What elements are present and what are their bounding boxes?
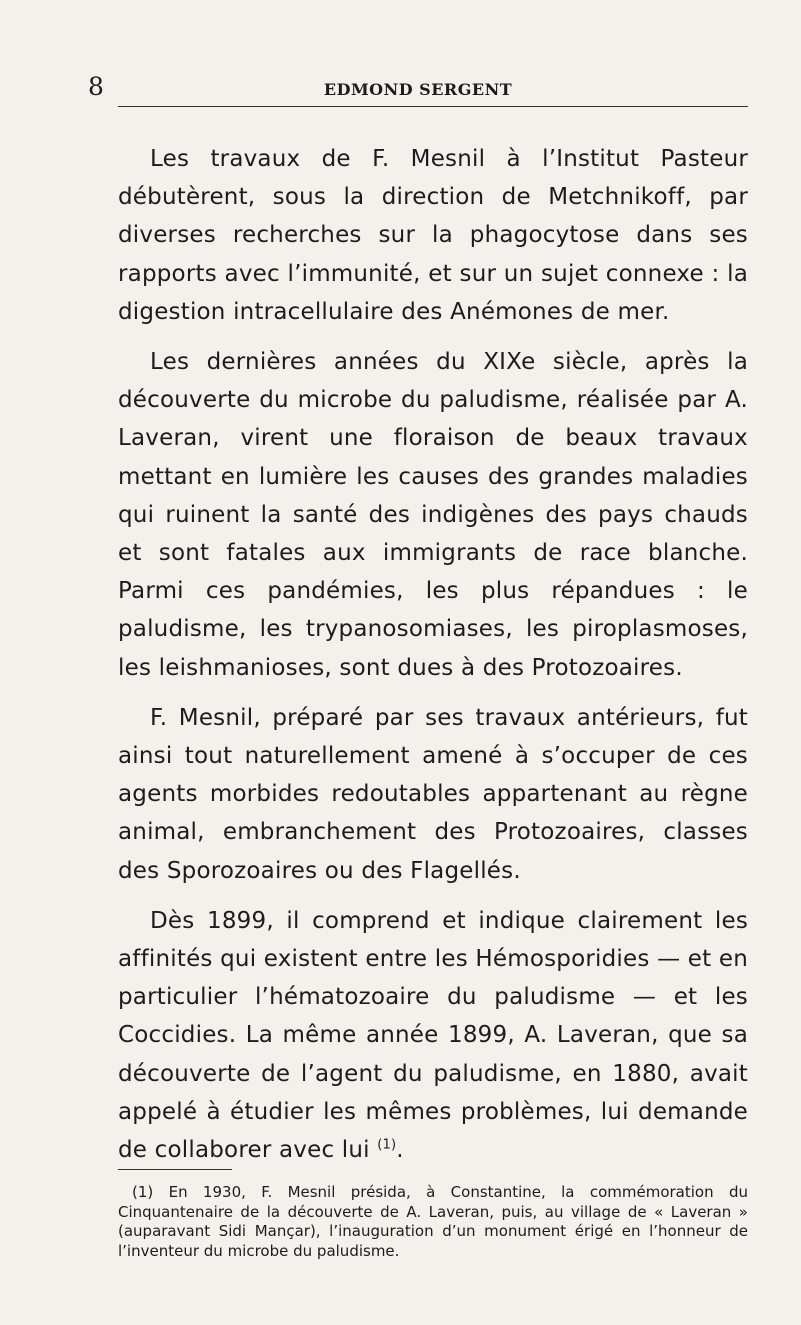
- header-rule: [118, 106, 748, 107]
- paragraph-text: Dès 1899, il comprend et indique clairement les affinités qui existent entre les Hémosporidies — et en particulier l’hématozoaire du paludisme — et les Coccidies. La même année 1899, A. Laveran, que sa découverte de l’agent du paludisme, en 1880, avait appelé à étudier les mêmes problèmes, lui demande de collaborer avec lui: [118, 907, 748, 1164]
- paragraph-end: .: [396, 1137, 404, 1164]
- paragraph: Les travaux de F. Mesnil à l’Institut Pasteur débutèrent, sous la direction de Metchnikoff, par diverses recherches sur la phagocytose dans ses rapports avec l’immunité, et sur un sujet connexe : la digestion intracellulaire des Anémones de mer.: [118, 146, 748, 325]
- page-header: [88, 72, 748, 104]
- paragraph: Les dernières années du XIXe siècle, après la découverte du microbe du paludisme, réalisée par A. Laveran, virent une floraison de beaux travaux mettant en lumière les causes des grandes maladies qui ruinent la santé des indigènes des pays chauds et sont fatales aux immigrants de race blanche. Parmi ces pandémies, les plus répandues : le paludisme, les trypanosomiases, les piroplasmoses, les leishmanioses, sont dues à des Protozoaires.: [118, 349, 748, 681]
- footnote-text: (1) En 1930, F. Mesnil présida, à Constantine, la commémoration du Cinquantenaire de la découverte de A. Laveran, puis, au village de « Laveran » (auparavant Sidi Mançar), l’inauguration d’un monument érigé en l’honneur de l’inventeur du microbe du paludisme.: [118, 1183, 748, 1260]
- paragraph: F. Mesnil, préparé par ses travaux antérieurs, fut ainsi tout naturellement amené à s’occuper de ces agents morbides redoutables appartenant au règne animal, embranchement des Protozoaires, classes des Sporozoaires ou des Flagellés.: [118, 704, 748, 884]
- footnote: [118, 1183, 748, 1261]
- page-number: 8: [88, 72, 104, 101]
- running-head: EDMOND SERGENT: [323, 80, 513, 99]
- footnote-rule: [118, 1169, 232, 1170]
- footnote-reference: (1): [377, 1137, 397, 1153]
- body-text: [118, 140, 748, 1169]
- paragraph-with-footnote: [118, 902, 748, 1169]
